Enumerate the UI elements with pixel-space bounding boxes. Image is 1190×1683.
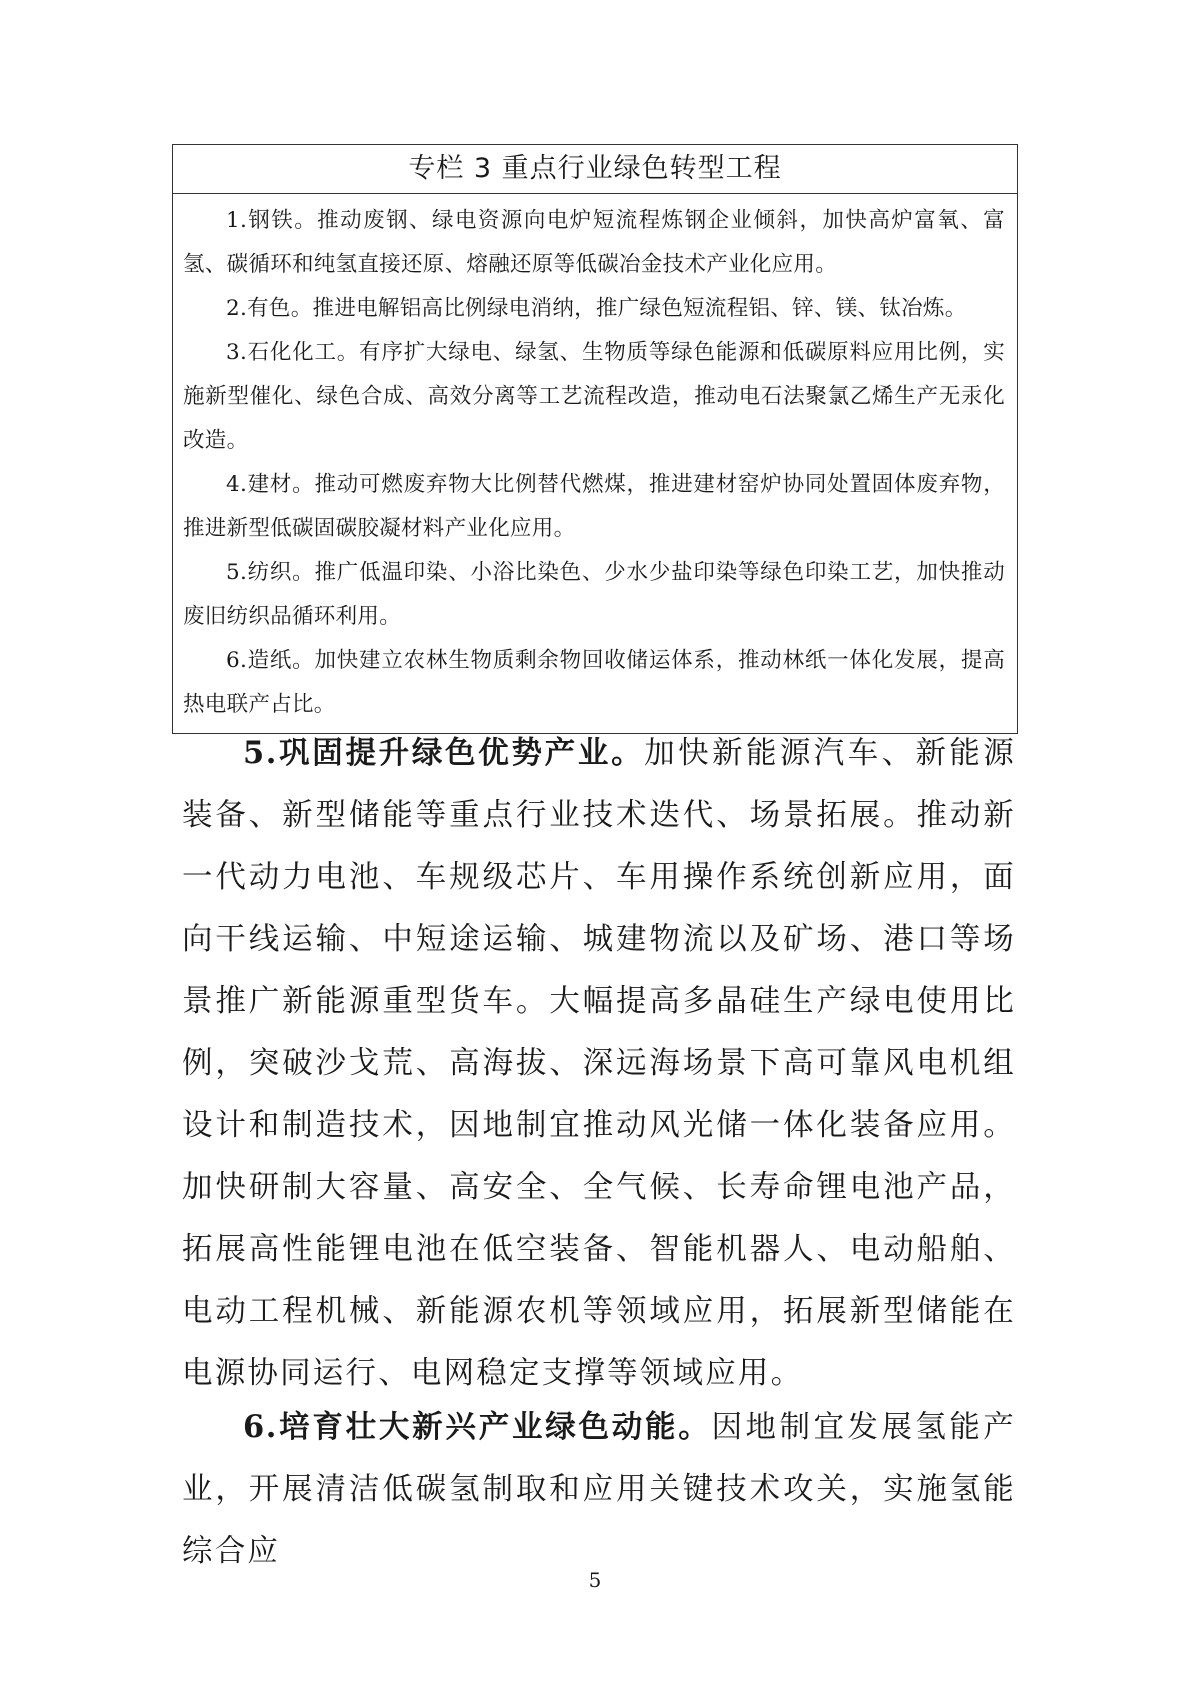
column-title: 专栏 3 重点行业绿色转型工程 (173, 145, 1017, 194)
body-paragraph-5 (182, 722, 1016, 1405)
column-body (173, 194, 1017, 733)
paragraph-heading: 5.巩固提升绿色优势产业。 (243, 735, 645, 771)
column-item-paper: 6.造纸。加快建立农林生物质剩余物回收储运体系，推动林纸一体化发展，提高热电联产占比。 (183, 648, 1005, 717)
column-item-steel: 1.钢铁。推动废钢、绿电资源向电炉短流程炼钢企业倾斜，加快高炉富氧、富氢、碳循环和纯氢直接还原、熔融还原等低碳冶金技术产业化应用。 (183, 208, 1005, 277)
page-number: 5 (588, 1568, 602, 1592)
paragraph-text: 加快新能源汽车、新能源装备、新型储能等重点行业技术迭代、场景拓展。推动新一代动力电池、车规级芯片、车用操作系统创新应用，面向干线运输、中短途运输、城建物流以及矿场、港口等场景推广新能源重型货车。大幅提高多晶硅生产绿电使用比例，突破沙戈荒、高海拔、深远海场景下高可靠风电机组设计和制造技术，因地制宜推动风光储一体化装备应用。加快研制大容量、高安全、全气候、长寿命锂电池产品，拓展高性能锂电池在低空装备、智能机器人、电动船舶、电动工程机械、新能源农机等领域应用，拓展新型储能在电源协同运行、电网稳定支撑等领域应用。 (182, 736, 1017, 1391)
paragraph-heading: 6.培育壮大新兴产业绿色动能。 (243, 1409, 712, 1445)
body-paragraph-6 (182, 1396, 1016, 1583)
paragraph-text: 因地制宜发展氢能产业，开展清洁低碳氢制取和应用关键技术攻关，实施氢能综合应 (182, 1410, 1016, 1569)
column-item-petrochemical: 3.石化化工。有序扩大绿电、绿氢、生物质等绿色能源和低碳原料应用比例，实施新型催化、绿色合成、高效分离等工艺流程改造，推动电石法聚氯乙烯生产无汞化改造。 (183, 340, 1005, 453)
column-box (172, 144, 1018, 734)
column-item-nonferrous: 2.有色。推进电解铝高比例绿电消纳，推广绿色短流程铝、锌、镁、钛冶炼。 (226, 296, 967, 321)
column-item-textile: 5.纺织。推广低温印染、小浴比染色、少水少盐印染等绿色印染工艺，加快推动废旧纺织品循环利用。 (183, 560, 1005, 629)
column-item-building-materials: 4.建材。推动可燃废弃物大比例替代燃煤，推进建材窑炉协同处置固体废弃物，推进新型低碳固碳胶凝材料产业化应用。 (183, 472, 1005, 541)
